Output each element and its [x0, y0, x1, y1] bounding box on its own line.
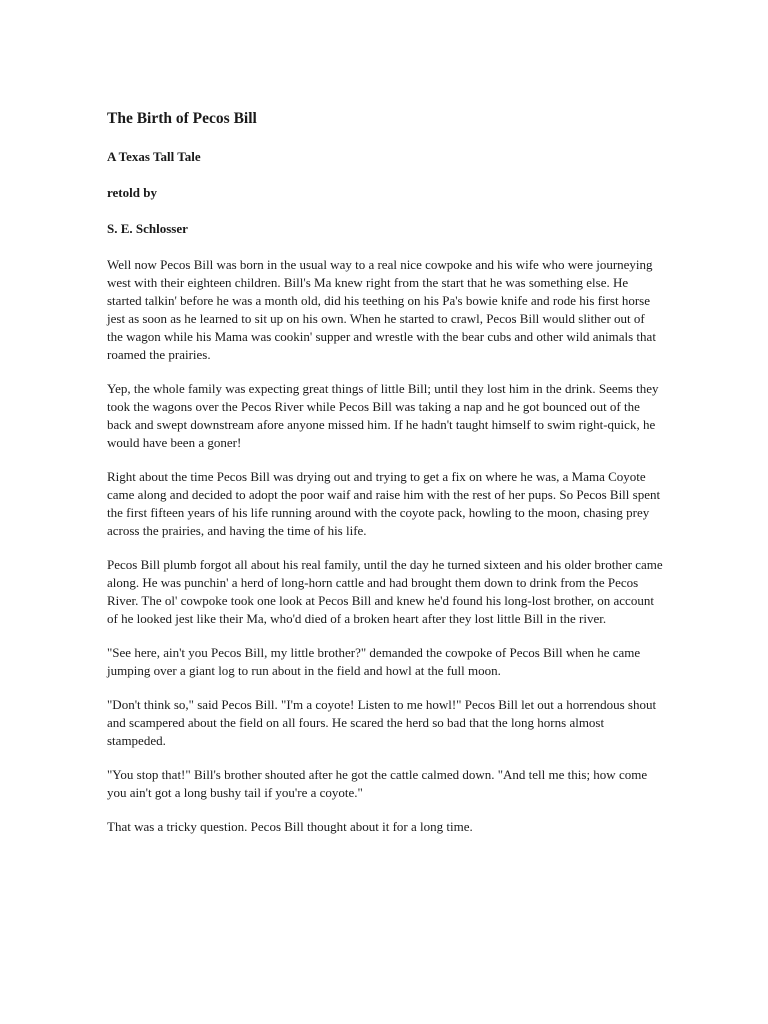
retold-by-label: retold by [107, 185, 157, 200]
document-page [107, 110, 663, 852]
paragraph-6: "Don't think so," said Pecos Bill. "I'm a coyote! Listen to me howl!" Pecos Bill let out a horrendous shout and scampered about the field on all fours. He scared the herd so bad that the long horns almost stampeded. [107, 697, 657, 748]
document-subtitle: A Texas Tall Tale [107, 149, 201, 164]
document-title: The Birth of Pecos Bill [107, 110, 257, 127]
author-name: S. E. Schlosser [107, 221, 188, 236]
paragraph-7: "You stop that!" Bill's brother shouted after he got the cattle calmed down. "And tell me this; how come you ain't got a long bushy tail if you're a coyote." [107, 767, 648, 800]
paragraph-5: "See here, ain't you Pecos Bill, my little brother?" demanded the cowpoke of Pecos Bill when he came jumping over a giant log to run about in the field and howl at the full moon. [107, 645, 641, 678]
paragraph-4: Pecos Bill plumb forgot all about his real family, until the day he turned sixteen and his older brother came along. He was punchin' a herd of long-horn cattle and had brought them down to drink from the Pecos River. The ol' cowpoke took one look at Pecos Bill and knew he'd found his long-lost brother, on account of he looked jest like their Ma, who'd died of a broken heart after they lost little Bill in the river. [107, 557, 663, 626]
paragraph-2: Yep, the whole family was expecting great things of little Bill; until they lost him in the drink. Seems they took the wagons over the Pecos River while Pecos Bill was taking a nap and he got bounced out of the back and swept downstream afore anyone missed him. If he hadn't taught himself to swim right-quick, he would have been a goner! [107, 381, 659, 450]
paragraph-8: That was a tricky question. Pecos Bill thought about it for a long time. [107, 819, 473, 834]
paragraph-3: Right about the time Pecos Bill was drying out and trying to get a fix on where he was, a Mama Coyote came along and decided to adopt the poor waif and raise him with the rest of her pups. So Pecos Bill spent the first fifteen years of his life running around with the coyote pack, howling to the moon, chasing prey across the prairies, and having the time of his life. [107, 469, 661, 538]
paragraph-1: Well now Pecos Bill was born in the usual way to a real nice cowpoke and his wife who were journeying west with their eighteen children. Bill's Ma knew right from the start that he was something else. He started talkin' before he was a month old, did his teething on his Pa's bowie knife and rode his first horse jest as soon as he learned to sit up on his own. When he started to crawl, Pecos Bill would slither out of the wagon while his Mama was cookin' supper and wrestle with the bear cubs and other wild animals that roamed the prairies. [107, 257, 656, 362]
